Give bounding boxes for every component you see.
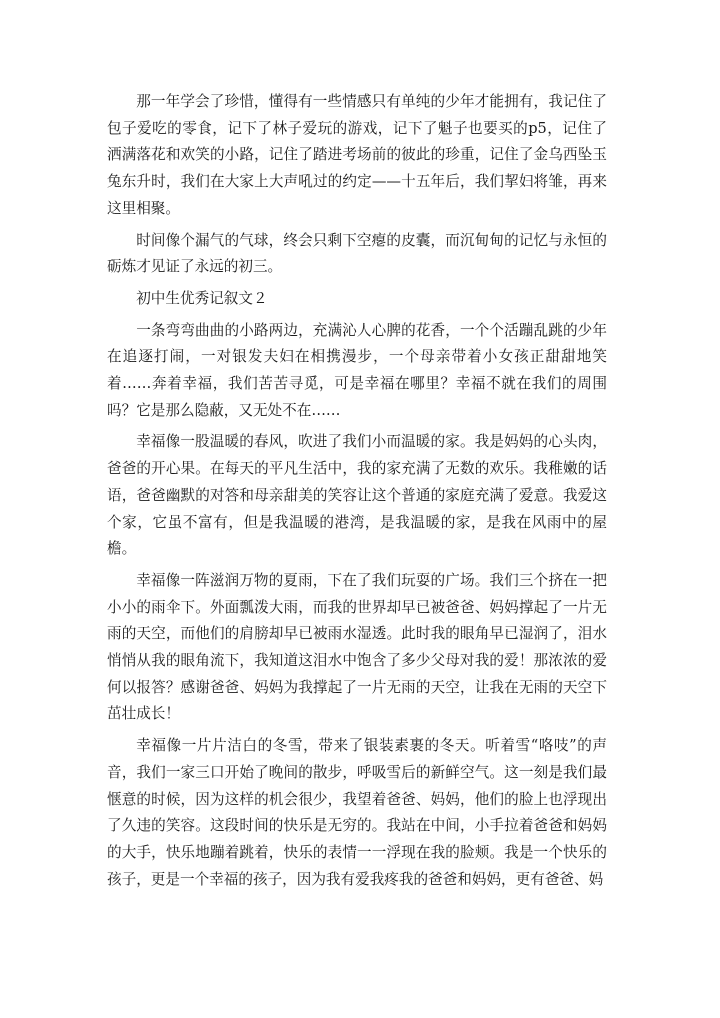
paragraph-1: 那一年学会了珍惜，懂得有一些情感只有单纯的少年才能拥有，我记住了包子爱吃的零食，记下了林子爱玩的游戏，记下了魁子也要买的p5，记住了洒满落花和欢笑的小路，记住了踏进考场前的彼此的珍重，记住了金乌西坠玉兔东升时，我们在大家上大声吼过的约定——十五年后，我们挈妇将雏，再来这里相聚。 — [107, 93, 607, 217]
paragraph-5: 幸福像一阵滋润万物的夏雨，下在了我们玩耍的广场。我们三个挤在一把小小的雨伞下。外面瓢泼大雨，而我的世界却早已被爸爸、妈妈撑起了一片无雨的天空，而他们的肩膀却早已被雨水湿透。此时我的眼角早已湿润了，泪水悄悄从我的眼角流下，我知道这泪水中饱含了多少父母对我的爱！那浓浓的爱何以报答？感谢爸爸、妈妈为我撑起了一片无雨的天空，让我在无雨的天空下茁壮成长！ — [107, 571, 607, 723]
paragraph-6: 幸福像一片片洁白的冬雪，带来了银装素裹的冬天。听着雪“咯吱”的声音，我们一家三口开始了晚间的散步，呼吸雪后的新鲜空气。这一刻是我们最惬意的时候，因为这样的机会很少，我望着爸爸、妈妈，他们的脸上也浮现出了久违的笑容。这段时间的快乐是无穷的。我站在中间，小手拉着爸爸和妈妈的大手，快乐地蹦着跳着，快乐的表情一一浮现在我的脸颊。我是一个快乐的孩子，更是一个幸福的孩子，因为我有爱我疼我的爸爸和妈妈，更有爸爸、妈 — [107, 737, 607, 888]
document-body — [107, 89, 607, 893]
paragraph-4: 幸福像一股温暖的春风，吹进了我们小而温暖的家。我是妈妈的心头肉，爸爸的开心果。在每天的平凡生活中，我的家充满了无数的欢乐。我稚嫩的话语，爸爸幽默的对答和母亲甜美的笑容让这个普通的家庭充满了爱意。我爱这个家，它虽不富有，但是我温暖的港湾，是我温暖的家，是我在风雨中的屋檐。 — [107, 433, 607, 558]
paragraph-2: 时间像个漏气的气球，终会只剩下空瘪的皮囊，而沉甸甸的记忆与永恒的砺炼才见证了永远的初三。 — [107, 231, 607, 276]
paragraph-3: 一条弯弯曲曲的小路两边，充满沁人心脾的花香，一个个活蹦乱跳的少年在追逐打闹，一对银发夫妇在相携漫步，一个母亲带着小女孩正甜甜地笑着……奔着幸福，我们苦苦寻觅，可是幸福在哪里？幸福不就在我们的周围吗？它是那么隐蔽，又无处不在…… — [107, 321, 607, 419]
section-heading: 初中生优秀记叙文２ — [136, 289, 268, 307]
